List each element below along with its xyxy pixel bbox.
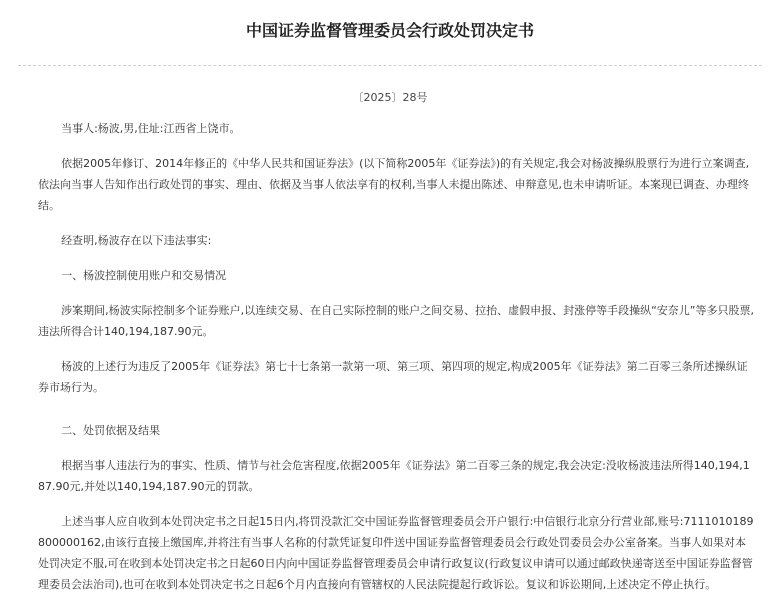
facts-paragraph: 涉案期间,杨波实际控制多个证券账户,以连续交易、在自己实际控制的账户之间交易、拉抬、虚假申报、封涨停等手段操纵“安奈儿”等多只股票,违法所得合计140,194,187.90元。 [38, 304, 754, 338]
title-divider [18, 65, 762, 66]
payment-paragraph: 上述当事人应自收到本处罚决定书之日起15日内,将罚没款汇交中国证券监督管理委员会开户银行:中信银行北京分行营业部,账号:7111010189800000162,由该行直接上缴国库,并将注有当事人名称的付款凭证复印件送中国证券监督管理委员会行政处罚委员会办公室备案。当事人如果对本处罚决定不服,可在收到本处罚决定书之日起60日内向中国证券监督管理委员会申请行政复议(行政复议申请可以通过邮政快递寄送至中国证券监督管理委员会法治司),也可在收到本处罚决定书之日起6个月内直接向有管辖权的人民法院提起行政诉讼。复议和诉讼期间,上述决定不停止执行。 [38, 515, 754, 591]
findings-intro: 经查明,杨波存在以下违法事实: [61, 234, 212, 247]
basis-paragraph: 依据2005年修订、2014年修正的《中华人民共和国证券法》(以下简称2005年《证券法》)的有关规定,我会对杨波操纵股票行为进行立案调查,依法向当事人告知作出行政处罚的事实、理由、依据及当事人依法享有的权利,当事人未提出陈述、申辩意见,也未申请听证。本案现已调查、办理终结。 [38, 157, 750, 212]
section-heading-2: 二、处罚依据及结果 [61, 424, 161, 437]
party-paragraph: 当事人:杨波,男,住址:江西省上饶市。 [61, 122, 241, 135]
violation-paragraph: 杨波的上述行为违反了2005年《证券法》第七十七条第一款第一项、第三项、第四项的规定,构成2005年《证券法》第二百零三条所述操纵证券市场行为。 [38, 360, 748, 394]
document-number: 〔2025〕28号 [352, 91, 428, 104]
document-title: 中国证券监督管理委员会行政处罚决定书 [245, 21, 534, 40]
document-body [38, 118, 754, 609]
section-heading-1: 一、杨波控制使用账户和交易情况 [61, 269, 227, 282]
penalty-paragraph: 根据当事人违法行为的事实、性质、情节与社会危害程度,依据2005年《证券法》第二百零三条的规定,我会决定:没收杨波违法所得140,194,187.90元,并处以140,194,187.90元的罚款。 [38, 459, 750, 493]
